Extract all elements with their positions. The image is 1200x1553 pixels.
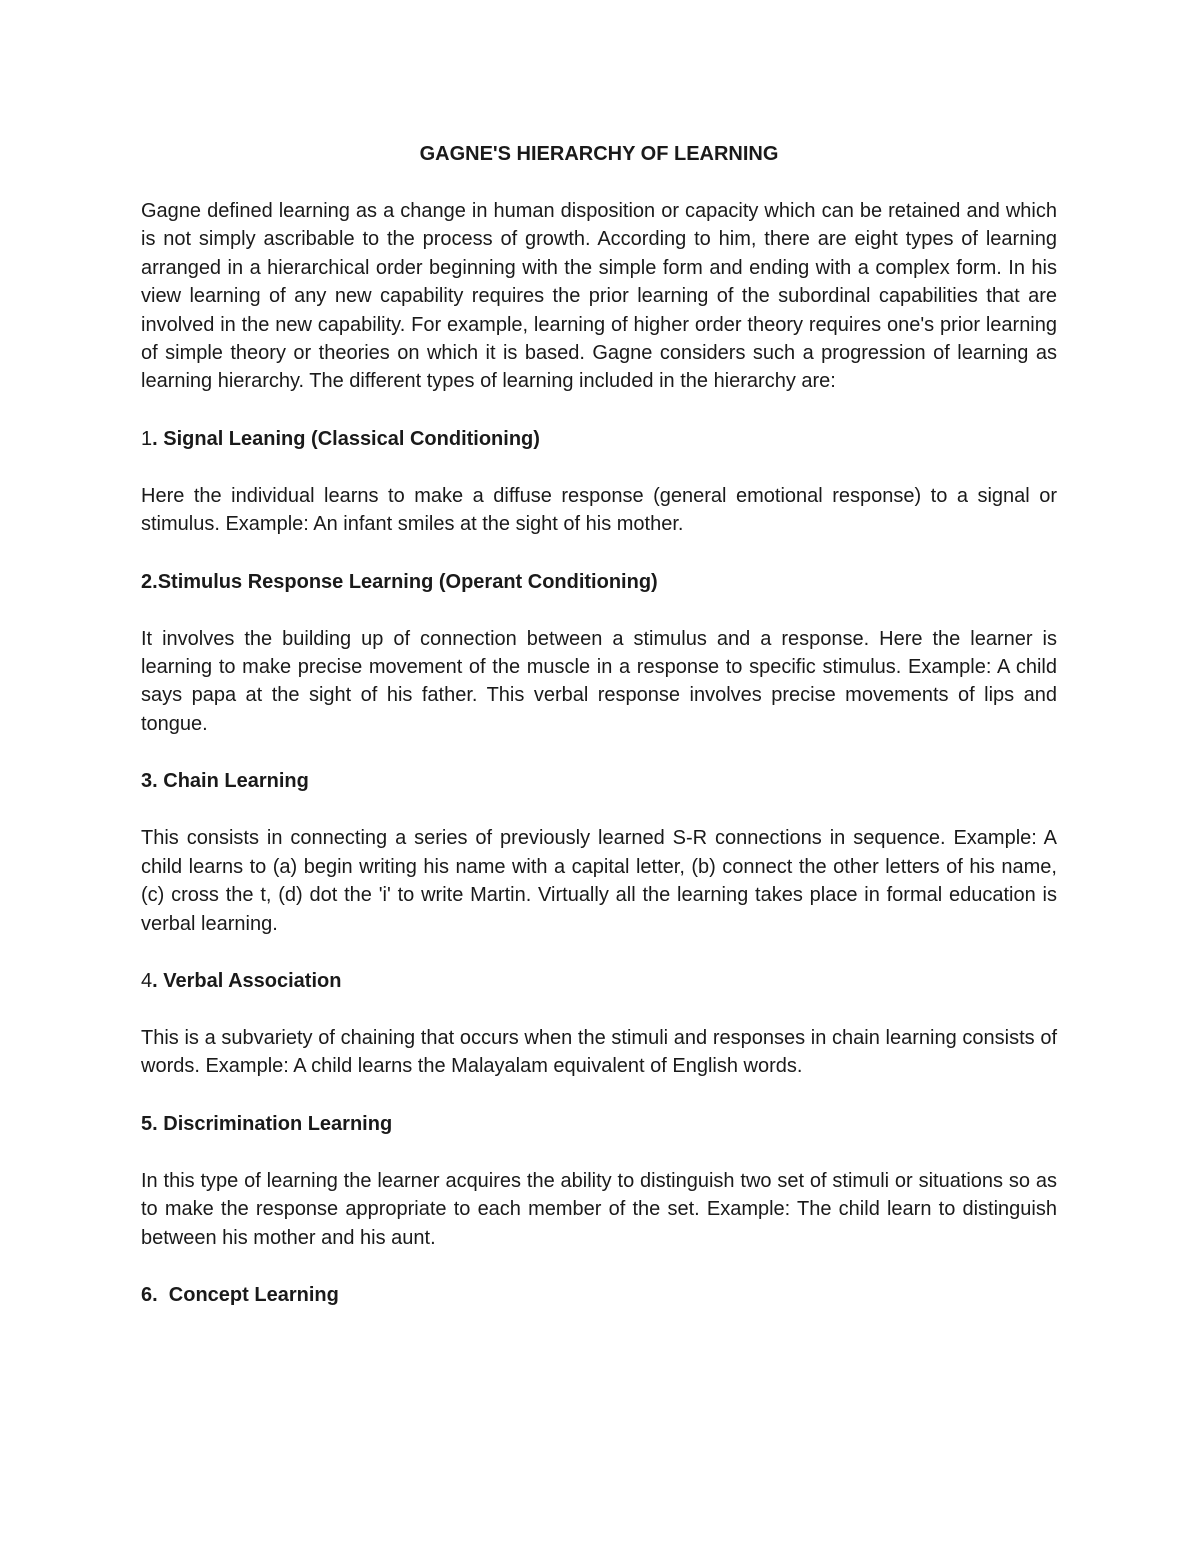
section-number: 1 — [141, 427, 153, 450]
section-number: 3. — [141, 770, 158, 793]
section-title: . Verbal Association — [152, 969, 342, 992]
section-title: . Signal Leaning (Classical Conditioning) — [152, 427, 540, 450]
section-heading-3 — [141, 767, 1057, 795]
section-number: 2. — [141, 570, 158, 593]
section-number: 4 — [141, 969, 153, 992]
section-number: 6. — [141, 1283, 158, 1306]
section-heading-1 — [141, 425, 1057, 453]
intro-paragraph: Gagne defined learning as a change in human disposition or capacity which can be retained and which is not simply ascribable to the process of growth. According to him, there are eight types of learning arranged in a hierarchical order beginning with the simple form and ending with a complex form. In his view learning of any new capability requires the prior learning of the subordinal capabilities that are involved in the new capability. For example, learning of higher order theory requires one's prior learning of simple theory or theories on which it is based. Gagne considers such a progression of learning as learning hierarchy. The different types of learning included in the hierarchy are: — [141, 200, 1057, 393]
document-title: GAGNE'S HIERARCHY OF LEARNING — [419, 143, 779, 165]
section-body-2: It involves the building up of connection between a stimulus and a response. Here the learner is learning to make precise movement of the muscle in a response to specific stimulus. Example: A child says papa at the sight of his father. This verbal response involves precise movements of lips and tongue. — [141, 627, 1057, 735]
section-title: Concept Learning — [157, 1283, 339, 1306]
section-title: Discrimination Learning — [157, 1112, 393, 1135]
section-title: Chain Learning — [157, 770, 309, 793]
section-heading-6 — [141, 1281, 1057, 1309]
section-body-5: In this type of learning the learner acquires the ability to distinguish two set of stimuli or situations so as to make the response appropriate to each member of the set. Example: The child learn to distinguish between his mother and his aunt. — [141, 1169, 1057, 1249]
section-body-4: This is a subvariety of chaining that occurs when the stimuli and responses in chain learning consists of words. Example: A child learns the Malayalam equivalent of English words. — [141, 1026, 1057, 1078]
section-title: Stimulus Response Learning (Operant Conditioning) — [157, 570, 658, 593]
document-content — [141, 140, 1057, 1338]
section-heading-4 — [141, 967, 1057, 995]
section-heading-5 — [141, 1110, 1057, 1138]
section-number: 5. — [141, 1112, 158, 1135]
section-heading-2 — [141, 568, 1057, 596]
section-body-1: Here the individual learns to make a diffuse response (general emotional response) to a signal or stimulus. Example: An infant smiles at the sight of his mother. — [141, 484, 1057, 536]
section-body-3: This consists in connecting a series of previously learned S-R connections in sequence. Example: A child learns to (a) begin writing his name with a capital letter, (b) connect the other letters of his name, (c) cross the t, (d) dot the 'i' to write Martin. Virtually all the learning takes place in formal education is verbal learning. — [141, 827, 1057, 935]
